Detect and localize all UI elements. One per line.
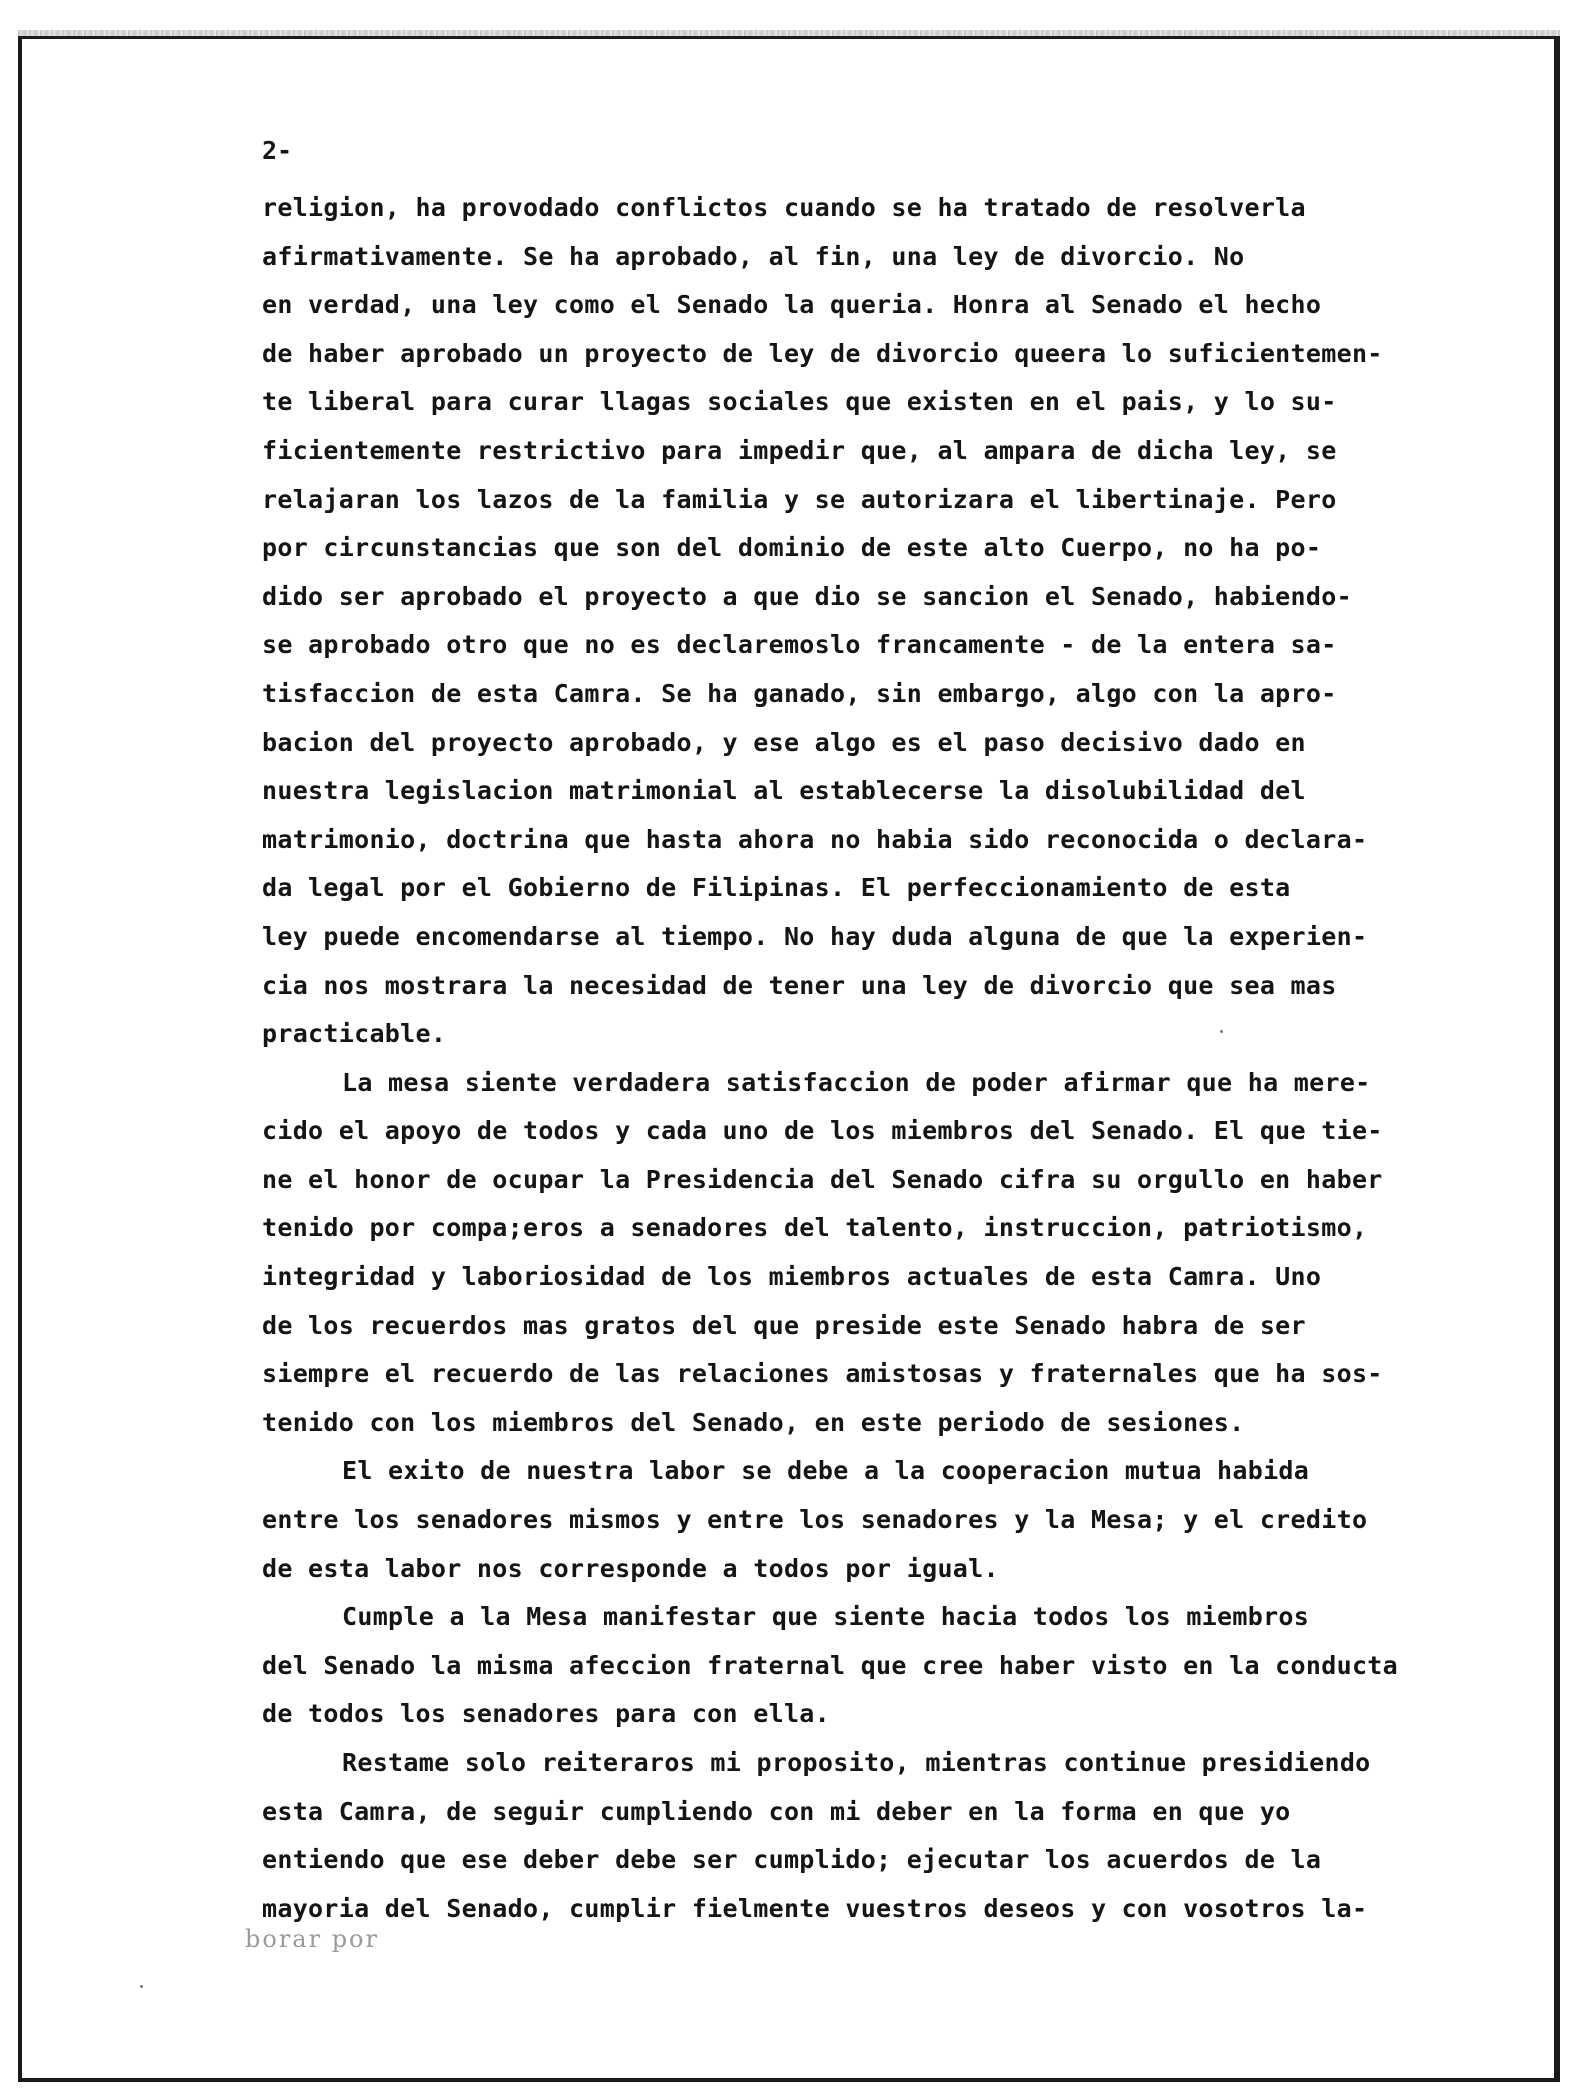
text-line: de esta labor nos corresponde a todos por igual. <box>262 1553 999 1583</box>
text-line: relajaran los lazos de la familia y se autorizara el libertinaje. Pero <box>262 484 1337 514</box>
scan-speck <box>140 1985 143 1988</box>
text-line: Cumple a la Mesa manifestar que siente hacia todos los miembros <box>342 1602 1310 1632</box>
text-line: ley puede encomendarse al tiempo. No hay duda alguna de que la experien- <box>262 921 1368 951</box>
text-line: de haber aprobado un proyecto de ley de divorcio queera lo suficientemen- <box>262 338 1383 368</box>
text-line: nuestra legislacion matrimonial al establecerse la disolubilidad del <box>262 776 1306 806</box>
text-line: mayoria del Senado, cumplir fielmente vuestros deseos y con vosotros la- <box>262 1893 1368 1923</box>
text-line: integridad y laboriosidad de los miembros actuales de esta Camra. Uno <box>262 1262 1322 1292</box>
paragraph <box>262 1593 1472 1739</box>
text-line: tenido por compa;eros a senadores del talento, instruccion, patriotismo, <box>262 1213 1368 1243</box>
text-line: dido ser aprobado el proyecto a que dio se sancion el Senado, habiendo- <box>262 581 1352 611</box>
text-line: en verdad, una ley como el Senado la queria. Honra al Senado el hecho <box>262 290 1322 320</box>
text-line: de todos los senadores para con ella. <box>262 1699 830 1729</box>
text-line: Restame solo reiteraros mi proposito, mientras continue presidiendo <box>342 1748 1371 1777</box>
text-line: siempre el recuerdo de las relaciones amistosas y fraternales que ha sos- <box>262 1359 1383 1389</box>
text-line: afirmativamente. Se ha aprobado, al fin, una ley de divorcio. No <box>262 241 1245 271</box>
text-line: cido el apoyo de todos y cada uno de los miembros del Senado. El que tie- <box>262 1116 1383 1146</box>
text-line: tisfaccion de esta Camra. Se ha ganado, sin embargo, algo con la apro- <box>262 678 1337 708</box>
text-line: practicable. <box>262 1019 447 1049</box>
text-line: entre los senadores mismos y entre los senadores y la Mesa; y el credito <box>262 1505 1368 1535</box>
text-line: da legal por el Gobierno de Filipinas. El perfeccionamiento de esta <box>262 873 1291 903</box>
text-line: matrimonio, doctrina que hasta ahora no habia sido reconocida o declara- <box>262 824 1368 854</box>
page-number: 2- <box>262 136 293 165</box>
text-line: religion, ha provodado conflictos cuando se ha tratado de resolverla <box>262 193 1306 222</box>
text-line: La mesa siente verdadera satisfaccion de poder afirmar que ha mere- <box>342 1067 1371 1097</box>
text-line: ne el honor de ocupar la Presidencia del Senado cifra su orgullo en haber <box>262 1164 1383 1194</box>
faint-carryover-text: borar por <box>245 1925 379 1953</box>
paragraph <box>262 1059 1472 1448</box>
scan-speck <box>1220 1030 1223 1033</box>
text-line: tenido con los miembros del Senado, en este periodo de sesiones. <box>262 1407 1245 1437</box>
body-text <box>262 184 1472 1933</box>
paragraph <box>262 184 1472 1059</box>
paragraph <box>262 1739 1472 1933</box>
text-line: bacion del proyecto aprobado, y ese algo es el paso decisivo dado en <box>262 727 1306 757</box>
text-line: esta Camra, de seguir cumpliendo con mi deber en la forma en que yo <box>262 1796 1291 1826</box>
text-line: por circunstancias que son del dominio de este alto Cuerpo, no ha po- <box>262 533 1322 563</box>
text-line: cia nos mostrara la necesidad de tener una ley de divorcio que sea mas <box>262 970 1337 1000</box>
text-line: te liberal para curar llagas sociales que existen en el pais, y lo su- <box>262 387 1337 417</box>
text-line: entiendo que ese deber debe ser cumplido; ejecutar los acuerdos de la <box>262 1845 1322 1875</box>
paragraph <box>262 1447 1472 1593</box>
text-line: se aprobado otro que no es declaremoslo francamente - de la entera sa- <box>262 630 1337 660</box>
text-line: El exito de nuestra labor se debe a la cooperacion mutua habida <box>342 1456 1310 1486</box>
text-line: ficientemente restrictivo para impedir que, al ampara de dicha ley, se <box>262 435 1337 465</box>
typed-page <box>262 132 1472 1933</box>
text-line: del Senado la misma afeccion fraternal que cree haber visto en la conducta <box>262 1650 1398 1680</box>
text-line: de los recuerdos mas gratos del que preside este Senado habra de ser <box>262 1310 1306 1340</box>
